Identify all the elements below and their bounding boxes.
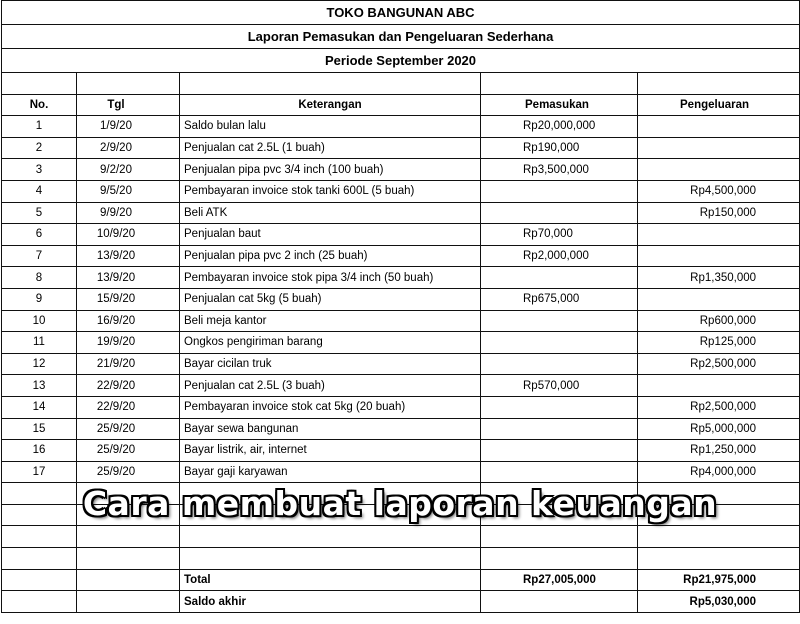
row-keterangan: Penjualan baut bbox=[180, 224, 481, 246]
row-tgl: 2/9/20 bbox=[77, 137, 180, 159]
row-pengeluaran bbox=[638, 116, 800, 138]
total-row bbox=[2, 569, 800, 591]
row-tgl: 10/9/20 bbox=[77, 224, 180, 246]
total-label: Total bbox=[180, 569, 481, 591]
table-row bbox=[2, 116, 800, 138]
row-pengeluaran: Rp2,500,000 bbox=[638, 396, 800, 418]
row-tgl: 22/9/20 bbox=[77, 396, 180, 418]
data-rows bbox=[2, 116, 800, 483]
table-row bbox=[2, 288, 800, 310]
table-row bbox=[2, 310, 800, 332]
row-pengeluaran bbox=[638, 245, 800, 267]
row-pemasukan bbox=[481, 440, 638, 462]
row-tgl: 22/9/20 bbox=[77, 375, 180, 397]
table-row bbox=[2, 461, 800, 483]
row-keterangan: Penjualan cat 2.5L (1 buah) bbox=[180, 137, 481, 159]
row-pengeluaran: Rp5,000,000 bbox=[638, 418, 800, 440]
row-keterangan: Beli meja kantor bbox=[180, 310, 481, 332]
row-keterangan: Bayar cicilan truk bbox=[180, 353, 481, 375]
table-row bbox=[2, 224, 800, 246]
row-no: 2 bbox=[2, 137, 77, 159]
col-header-pemasukan: Pemasukan bbox=[481, 94, 638, 116]
row-pengeluaran: Rp125,000 bbox=[638, 332, 800, 354]
row-no: 4 bbox=[2, 180, 77, 202]
row-pengeluaran: Rp4,500,000 bbox=[638, 180, 800, 202]
saldo-akhir-value: Rp5,030,000 bbox=[638, 591, 800, 613]
table-row bbox=[2, 375, 800, 397]
row-keterangan: Penjualan pipa pvc 3/4 inch (100 buah) bbox=[180, 159, 481, 181]
row-no: 9 bbox=[2, 288, 77, 310]
empty-row bbox=[2, 526, 800, 548]
row-pemasukan: Rp190,000 bbox=[481, 137, 638, 159]
row-pengeluaran bbox=[638, 137, 800, 159]
row-pemasukan bbox=[481, 267, 638, 289]
row-no: 14 bbox=[2, 396, 77, 418]
blank-row bbox=[2, 73, 800, 95]
row-tgl: 15/9/20 bbox=[77, 288, 180, 310]
title-row bbox=[2, 25, 800, 49]
row-keterangan: Beli ATK bbox=[180, 202, 481, 224]
row-pengeluaran bbox=[638, 375, 800, 397]
table-row bbox=[2, 267, 800, 289]
row-keterangan: Pembayaran invoice stok pipa 3/4 inch (50 buah) bbox=[180, 267, 481, 289]
row-no: 3 bbox=[2, 159, 77, 181]
row-no: 8 bbox=[2, 267, 77, 289]
row-pemasukan bbox=[481, 202, 638, 224]
table-row bbox=[2, 332, 800, 354]
row-no: 1 bbox=[2, 116, 77, 138]
row-tgl: 25/9/20 bbox=[77, 440, 180, 462]
row-keterangan: Ongkos pengiriman barang bbox=[180, 332, 481, 354]
row-pemasukan bbox=[481, 353, 638, 375]
row-keterangan: Saldo bulan lalu bbox=[180, 116, 481, 138]
row-no: 7 bbox=[2, 245, 77, 267]
row-pemasukan bbox=[481, 418, 638, 440]
row-pemasukan: Rp570,000 bbox=[481, 375, 638, 397]
table-row bbox=[2, 159, 800, 181]
table-row bbox=[2, 440, 800, 462]
row-pemasukan: Rp675,000 bbox=[481, 288, 638, 310]
row-no: 17 bbox=[2, 461, 77, 483]
row-tgl: 1/9/20 bbox=[77, 116, 180, 138]
col-header-pengeluaran: Pengeluaran bbox=[638, 94, 800, 116]
row-pemasukan bbox=[481, 396, 638, 418]
saldo-row bbox=[2, 591, 800, 613]
report-title: Laporan Pemasukan dan Pengeluaran Sederhana bbox=[2, 25, 800, 49]
row-tgl: 19/9/20 bbox=[77, 332, 180, 354]
row-tgl: 21/9/20 bbox=[77, 353, 180, 375]
row-no: 6 bbox=[2, 224, 77, 246]
row-tgl: 16/9/20 bbox=[77, 310, 180, 332]
row-pengeluaran: Rp150,000 bbox=[638, 202, 800, 224]
col-header-keterangan: Keterangan bbox=[180, 94, 481, 116]
row-tgl: 25/9/20 bbox=[77, 418, 180, 440]
empty-row bbox=[2, 548, 800, 570]
period-row bbox=[2, 49, 800, 73]
total-pengeluaran: Rp21,975,000 bbox=[638, 569, 800, 591]
row-pengeluaran: Rp1,350,000 bbox=[638, 267, 800, 289]
row-no: 13 bbox=[2, 375, 77, 397]
table-row bbox=[2, 180, 800, 202]
company-row bbox=[2, 1, 800, 25]
row-pemasukan bbox=[481, 332, 638, 354]
row-keterangan: Penjualan pipa pvc 2 inch (25 buah) bbox=[180, 245, 481, 267]
total-pemasukan: Rp27,005,000 bbox=[481, 569, 638, 591]
row-keterangan: Pembayaran invoice stok cat 5kg (20 buah) bbox=[180, 396, 481, 418]
company-name: TOKO BANGUNAN ABC bbox=[2, 1, 800, 25]
row-pengeluaran: Rp1,250,000 bbox=[638, 440, 800, 462]
row-keterangan: Penjualan cat 2.5L (3 buah) bbox=[180, 375, 481, 397]
row-keterangan: Bayar listrik, air, internet bbox=[180, 440, 481, 462]
row-tgl: 13/9/20 bbox=[77, 267, 180, 289]
row-no: 16 bbox=[2, 440, 77, 462]
row-tgl: 25/9/20 bbox=[77, 461, 180, 483]
row-keterangan: Pembayaran invoice stok tanki 600L (5 buah) bbox=[180, 180, 481, 202]
row-keterangan: Bayar gaji karyawan bbox=[180, 461, 481, 483]
row-no: 5 bbox=[2, 202, 77, 224]
row-pemasukan: Rp70,000 bbox=[481, 224, 638, 246]
row-pemasukan bbox=[481, 461, 638, 483]
table-row bbox=[2, 418, 800, 440]
row-pemasukan bbox=[481, 310, 638, 332]
row-pemasukan bbox=[481, 180, 638, 202]
row-pengeluaran bbox=[638, 159, 800, 181]
col-header-no: No. bbox=[2, 94, 77, 116]
row-tgl: 13/9/20 bbox=[77, 245, 180, 267]
report-period: Periode September 2020 bbox=[2, 49, 800, 73]
row-no: 15 bbox=[2, 418, 77, 440]
row-tgl: 9/9/20 bbox=[77, 202, 180, 224]
row-pengeluaran: Rp600,000 bbox=[638, 310, 800, 332]
table-row bbox=[2, 202, 800, 224]
row-tgl: 9/2/20 bbox=[77, 159, 180, 181]
col-header-tgl: Tgl bbox=[77, 94, 180, 116]
row-no: 10 bbox=[2, 310, 77, 332]
row-keterangan: Bayar sewa bangunan bbox=[180, 418, 481, 440]
row-pemasukan: Rp3,500,000 bbox=[481, 159, 638, 181]
row-no: 11 bbox=[2, 332, 77, 354]
row-pengeluaran bbox=[638, 288, 800, 310]
row-pengeluaran: Rp4,000,000 bbox=[638, 461, 800, 483]
table-row bbox=[2, 353, 800, 375]
overlay-caption: Cara membuat laporan keuangan bbox=[82, 484, 718, 523]
row-keterangan: Penjualan cat 5kg (5 buah) bbox=[180, 288, 481, 310]
row-tgl: 9/5/20 bbox=[77, 180, 180, 202]
row-pengeluaran: Rp2,500,000 bbox=[638, 353, 800, 375]
row-pemasukan: Rp2,000,000 bbox=[481, 245, 638, 267]
row-pemasukan: Rp20,000,000 bbox=[481, 116, 638, 138]
row-no: 12 bbox=[2, 353, 77, 375]
table-row bbox=[2, 245, 800, 267]
table-row bbox=[2, 396, 800, 418]
row-pengeluaran bbox=[638, 224, 800, 246]
table-row bbox=[2, 137, 800, 159]
saldo-label: Saldo akhir bbox=[180, 591, 481, 613]
column-header-row bbox=[2, 94, 800, 116]
